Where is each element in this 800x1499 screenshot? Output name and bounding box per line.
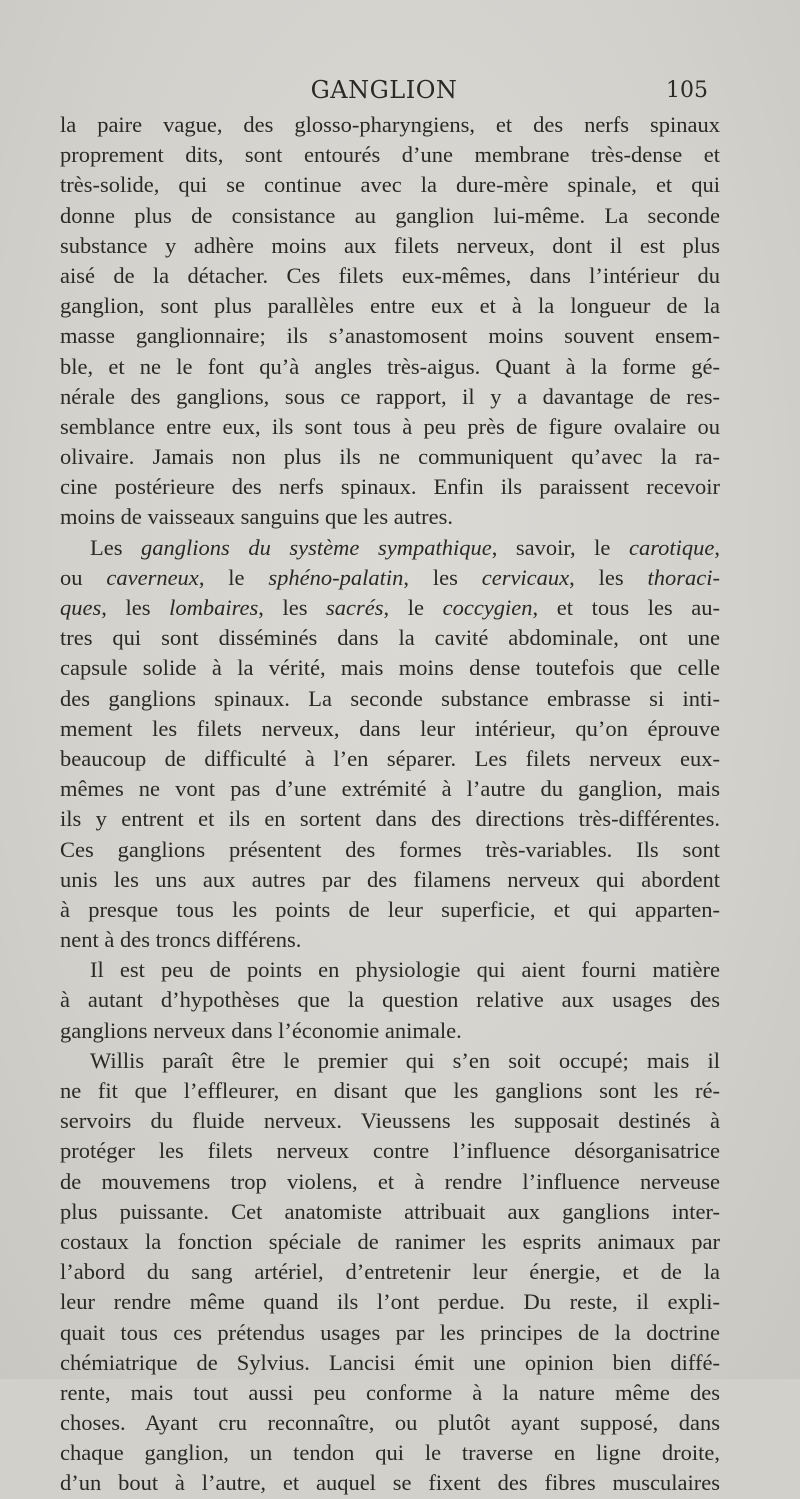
text-line <box>60 653 720 683</box>
text-line <box>60 804 720 834</box>
text-segment: à presque tous les points de leur superficie, et qui apparten- <box>60 896 720 922</box>
text-line <box>60 1257 720 1287</box>
text-segment: l’abord du sang artériel, d’entretenir leur énergie, et de la <box>60 1259 720 1285</box>
running-title: GANGLION <box>310 76 458 104</box>
text-segment: mêmes ne vont pas d’une extrémité à l’autre du ganglion, mais <box>60 776 720 802</box>
text-line <box>60 895 720 925</box>
text-segment: ganglion, sont plus parallèles entre eux et à la longueur de la <box>60 293 720 319</box>
text-segment: ganglions nerveux dans l’économie animale. <box>60 1017 462 1043</box>
text-segment: rente, mais tout aussi peu conforme à la nature même des <box>60 1379 720 1405</box>
text-segment: Les <box>90 534 142 560</box>
text-segment: , les <box>258 595 327 620</box>
text-line <box>60 1076 720 1106</box>
text-line <box>60 593 720 623</box>
text-segment: ne fit que l’effleurer, en disant que les ganglions sont les ré- <box>60 1078 720 1103</box>
text-segment: , et tous les au- <box>532 595 721 620</box>
text-segment: capsule solide à la vérité, mais moins dense toutefois que celle <box>60 655 720 681</box>
italic-term: lombaires <box>169 595 259 620</box>
text-line <box>60 412 720 442</box>
text-line <box>60 1287 720 1317</box>
italic-term: thoraci- <box>647 564 720 590</box>
text-line <box>60 1438 720 1468</box>
text-segment: moins de vaisseaux sanguins que les autres. <box>60 504 454 530</box>
text-line <box>60 110 720 140</box>
italic-term: sacrés <box>326 595 384 620</box>
text-segment: ils y entrent et ils en sortent dans des directions très-différentes. <box>60 806 720 832</box>
text-segment: Willis paraît être le premier qui s’en soit occupé; mais il <box>90 1047 720 1073</box>
text-line <box>60 231 720 261</box>
text-segment: costaux la fonction spéciale de ranimer les esprits animaux par <box>60 1228 720 1254</box>
text-line <box>60 1318 720 1348</box>
text-segment: leur rendre même quand ils l’ont perdue. Du reste, il expli- <box>60 1289 720 1315</box>
text-segment: la paire vague, des glosso-pharyngiens, et des nerfs spinaux <box>60 112 720 137</box>
text-segment: ble, et ne le font qu’à angles très-aigus. Quant à la forme gé- <box>60 353 720 379</box>
text-line <box>60 170 720 200</box>
text-segment: chaque ganglion, un tendon qui le traverse en ligne droite, <box>60 1440 720 1466</box>
text-segment: des ganglions spinaux. La seconde substance embrasse si inti- <box>60 685 720 711</box>
text-segment: chémiatrique de Sylvius. Lancisi émit une opinion bien diffé- <box>60 1349 720 1375</box>
text-line <box>60 623 720 653</box>
text-line <box>60 1136 720 1166</box>
text-line <box>60 1167 720 1197</box>
text-segment: très-solide, qui se continue avec la dure-mère spinale, et qui <box>60 172 720 198</box>
text-line <box>60 865 720 895</box>
text-segment: de mouvemens trop violens, et à rendre l’influence nerveuse <box>60 1168 720 1194</box>
text-segment: à autant d’hypothèses que la question relative aux usages des <box>60 987 720 1013</box>
text-segment: Ces ganglions présentent des formes très-variables. Ils sont <box>60 836 720 862</box>
italic-term: coccygien <box>442 595 533 620</box>
text-line <box>60 563 720 593</box>
text-line <box>60 442 720 472</box>
text-segment: substance y adhère moins aux filets nerveux, dont il est plus <box>60 232 720 258</box>
text-segment: tres qui sont disséminés dans la cavité abdominale, ont une <box>60 625 720 651</box>
text-line <box>60 1046 720 1076</box>
text-line <box>60 1468 720 1498</box>
text-segment: , les <box>403 564 482 590</box>
text-line <box>60 321 720 351</box>
italic-term: ganglions du système sympathique <box>141 534 492 560</box>
text-segment: masse ganglionnaire; ils s’anastomosent moins souvent ensem- <box>60 323 720 349</box>
text-segment: semblance entre eux, ils sont tous à peu près de figure ovalaire ou <box>60 413 720 439</box>
text-line <box>60 955 720 985</box>
text-line <box>60 472 720 502</box>
text-segment: donne plus de consistance au ganglion lui-même. La seconde <box>60 202 720 228</box>
text-line <box>60 1408 720 1438</box>
text-segment: d’un bout à l’autre, et auquel se fixent des fibres musculaires <box>60 1470 720 1496</box>
page-number: 105 <box>666 78 708 103</box>
text-line <box>60 1106 720 1136</box>
text-line <box>60 684 720 714</box>
text-line <box>60 1378 720 1408</box>
text-line <box>60 352 720 382</box>
text-segment: protéger les filets nerveux contre l’influence désorganisatrice <box>60 1138 720 1164</box>
text-segment: , les <box>101 595 170 620</box>
text-segment: plus puissante. Cet anatomiste attribuait aux ganglions inter- <box>60 1198 720 1224</box>
text-segment: servoirs du fluide nerveux. Vieussens les supposait destinés à <box>60 1108 720 1134</box>
italic-term: caverneux <box>106 564 199 590</box>
text-line <box>60 1227 720 1257</box>
text-segment: choses. Ayant cru reconnaître, ou plutôt ayant supposé, dans <box>60 1410 720 1436</box>
text-line <box>60 835 720 865</box>
text-line <box>60 985 720 1015</box>
text-line <box>60 291 720 321</box>
text-segment: mement les filets nerveux, dans leur intérieur, qu’on éprouve <box>60 715 720 741</box>
text-segment: nent à des troncs différens. <box>60 927 302 953</box>
text-line <box>60 1197 720 1227</box>
text-segment: cine postérieure des nerfs spinaux. Enfin ils paraissent recevoir <box>60 474 720 500</box>
text-line <box>60 1016 720 1046</box>
body-text <box>60 110 720 1499</box>
text-segment: unis les uns aux autres par des filamens nerveux qui abordent <box>60 866 720 892</box>
text-line <box>60 533 720 563</box>
italic-term: ques <box>60 595 102 620</box>
text-line <box>60 382 720 412</box>
text-segment: , savoir, le <box>491 534 629 560</box>
text-segment: , le <box>198 564 269 590</box>
italic-term: sphéno-palatin <box>268 564 404 590</box>
italic-term: cervicaux <box>481 564 570 590</box>
text-line <box>60 502 720 532</box>
text-segment: Il est peu de points en physiologie qui aient fourni matière <box>90 957 720 983</box>
text-segment: quait tous ces prétendus usages par les principes de la doctrine <box>60 1319 720 1345</box>
text-segment: , le <box>383 595 443 620</box>
text-line <box>60 1348 720 1378</box>
text-segment: proprement dits, sont entourés d’une membrane très-dense et <box>60 142 720 168</box>
text-segment: ou <box>60 564 107 590</box>
text-line <box>60 925 720 955</box>
text-line <box>60 261 720 291</box>
text-line <box>60 774 720 804</box>
text-line <box>60 714 720 744</box>
text-line <box>60 201 720 231</box>
text-segment: aisé de la détacher. Ces filets eux-mêmes, dans l’intérieur du <box>60 262 720 288</box>
text-segment: , <box>714 534 720 560</box>
text-segment: , les <box>569 564 648 590</box>
text-segment: nérale des ganglions, sous ce rapport, il y a davantage de res- <box>60 383 720 409</box>
text-line <box>60 140 720 170</box>
text-segment: olivaire. Jamais non plus ils ne communiquent qu’avec la ra- <box>60 444 720 470</box>
text-segment: beaucoup de difficulté à l’en séparer. Les filets nerveux eux- <box>60 745 720 771</box>
text-line <box>60 744 720 774</box>
italic-term: carotique <box>628 534 715 560</box>
page-header <box>60 76 708 112</box>
